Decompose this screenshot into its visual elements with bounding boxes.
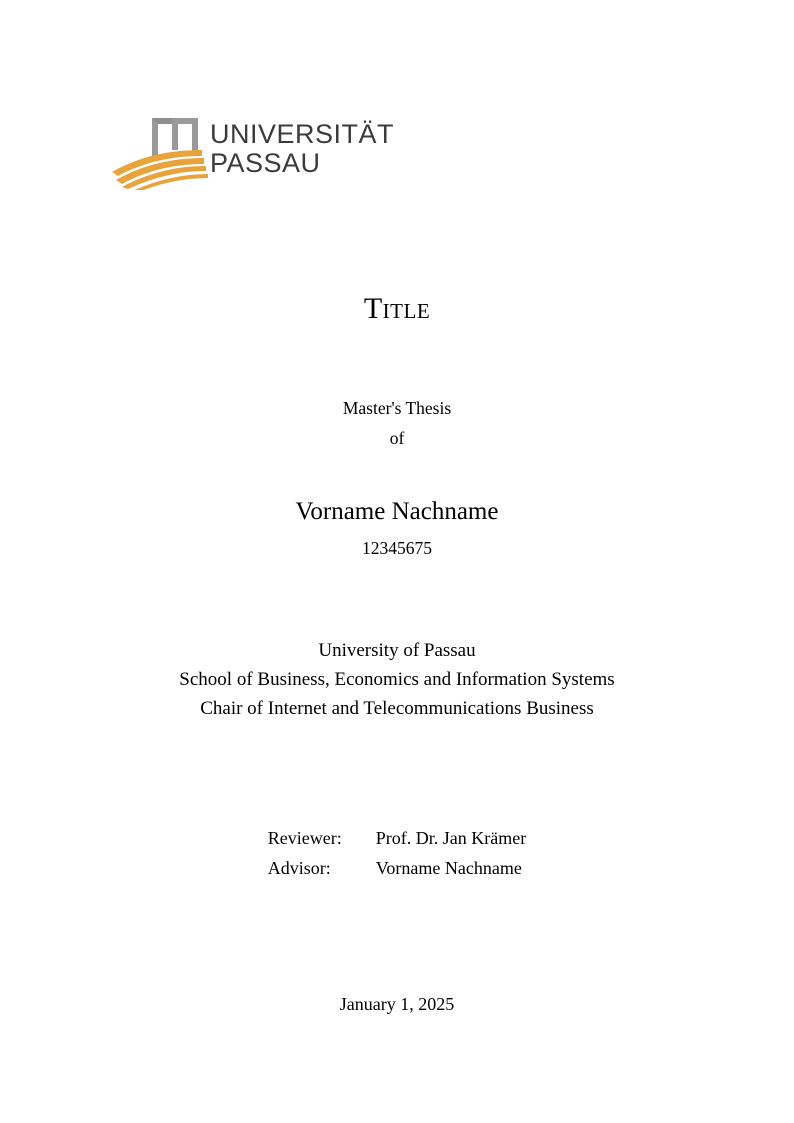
reviewer-value: Prof. Dr. Jan Krämer [375, 828, 527, 848]
logo-line-1: UNIVERSITÄT [210, 119, 395, 149]
author-matriculation-number: 12345675 [362, 538, 432, 558]
institution-line-1: University of Passau [318, 640, 476, 661]
institution-line-3: Chair of Internet and Telecommunications Business [200, 698, 594, 719]
reviewer-label: Reviewer: [267, 828, 342, 848]
people-table [268, 828, 526, 888]
people-block [0, 828, 794, 888]
table-row [268, 828, 526, 858]
page-title: Title [363, 292, 431, 326]
thesis-kind: Master's Thesis [342, 398, 452, 418]
advisor-value: Vorname Nachname [375, 858, 522, 878]
advisor-label: Advisor: [267, 858, 331, 878]
university-passau-logo [110, 110, 410, 190]
logo-line-2: PASSAU [210, 148, 321, 178]
institution-line-2: School of Business, Economics and Information Systems [179, 669, 615, 690]
table-row [268, 858, 526, 888]
thesis-connector: of [389, 428, 405, 448]
document-date: January 1, 2025 [339, 994, 455, 1014]
university-passau-logo-icon [110, 110, 410, 190]
furrows-icon [112, 150, 208, 190]
author-name: Vorname Nachname [295, 498, 499, 525]
institution-block [0, 636, 794, 723]
